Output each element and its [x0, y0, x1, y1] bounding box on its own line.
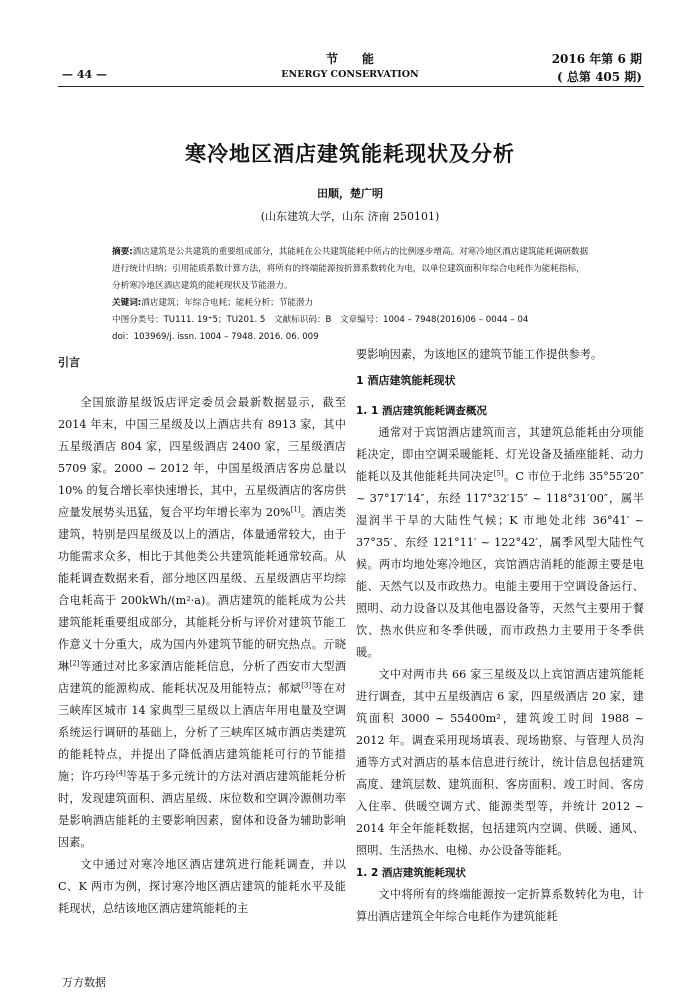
text-run: 。酒店类建筑，特别是四星级及以上的酒店，体量通常较大，由于功能需求众多，相比于其他类公共建筑能耗通常较高。从能耗调查数据来看，部分地区四星级、五星级酒店平均综合电耗高于 200kWh/(m²·a)。酒店建筑的能耗成为公共建筑能耗重要组成部分，其能耗分析与评价对建筑节能工作意义十分重大，成为国内外建筑节能的研究热点。亓晓琳 — [58, 506, 346, 673]
section-1-1-heading: 1. 1 酒店建筑能耗调查概况 — [356, 405, 487, 417]
left-column — [58, 352, 346, 920]
citation-1: [1] — [290, 505, 301, 514]
citation-5: [5] — [493, 469, 504, 478]
footer-watermark: 万方数据 — [62, 976, 106, 989]
page-number: — 44 — — [62, 68, 107, 81]
article-title: 寒冷地区酒店建筑能耗现状及分析 — [185, 141, 515, 166]
right-column — [356, 344, 644, 928]
text-run: 全国旅游星级饭店评定委员会最新数据显示，截至 2014 年末，中国三星级及以上酒店共有 8913 家，其中五星级酒店 804 家，四星级酒店 2400 家，三星级酒店 5709 家。2000 ~ 2012 年，中国星级酒店客房总量以 10% 的复合增长率快速增长，其中，五星级酒店的客房供应量发展势头迅猛，复合平均年增长率为 20% — [58, 396, 346, 519]
section-intro-heading: 引言 — [58, 356, 80, 369]
intro-paragraph-2: 文中通过对寒冷地区酒店建筑进行能耗调查，并以 C、K 两市为例，探讨寒冷地区酒店建筑的能耗水平及能耗现状，总结该地区酒店建筑能耗的主 — [58, 858, 346, 915]
keywords-text: 酒店建筑；年综合电耗；能耗分析；节能潜力 — [141, 298, 314, 308]
journal-name-cn: 节 能 — [325, 52, 374, 66]
text-run: 。C 市位于北纬 35°55′20″ ~ 37°17′14″，东经 117°32′15″ ~ 118°31′00″，属半湿润半干旱的大陆性气候；K 市地处北纬 36°41′ ~ 37°35′、东经 121°11′ ~ 122°42′，属季风型大陆性气候。两市均地处寒冷地区，宾馆酒店消耗的能源主要是电能、天然气以及市政热力。电能主要用于空调设备运行、照明、动力设备以及其他电器设备等，天然气主要用于餐饮、热水供应和冬季供暖，而市政热力主要用于冬季供暖。 — [356, 470, 644, 659]
keywords — [112, 295, 590, 312]
text-run: 等通过对比多家酒店能耗信息，分析了西安市大型酒店建筑的能源构成、能耗状况及用能特点；郝斌 — [58, 660, 346, 695]
article-affiliation: (山东建筑大学，山东 济南 250101) — [260, 210, 440, 223]
intro-paragraph-1 — [58, 392, 346, 854]
header-rule — [58, 86, 644, 87]
journal-name-en: ENERGY CONSERVATION — [281, 69, 419, 80]
doi-line: doi：103969/j. issn. 1004 – 7948. 2016. 06. 009 — [112, 332, 319, 342]
section-1-1-paragraph-1 — [356, 422, 644, 664]
abstract-text: 酒店建筑是公共建筑的重要组成部分，其能耗在公共建筑能耗中所占的比例逐步增高。对寒冷地区酒店建筑能耗调研数据进行统计归纳；引用能质系数计算方法，将所有的终端能源按折算系数转化为电，以单位建筑面积年综合电耗作为能耗指标，分析寒冷地区酒店建筑的能耗现状及节能潜力。 — [112, 247, 589, 291]
issue-label: 2016 年第 6 期 — [551, 52, 642, 66]
citation-4: [4] — [115, 769, 126, 778]
text-run: 等在对三峡库区城市 14 家典型三星级以上酒店年用电量及空调系统运行调研的基础上，分析了三峡库区城市酒店类建筑的能耗特点，并提出了降低酒店建筑能耗可行的节能措施；许巧玲 — [58, 682, 346, 783]
section-1-2-heading: 1. 2 酒店建筑能耗现状 — [356, 867, 466, 879]
section-1-2-paragraph-1: 文中将所有的终端能源按一定折算系数转化为电，计算出酒店建筑全年综合电耗作为建筑能耗 — [356, 888, 644, 923]
citation-3: [3] — [301, 681, 312, 690]
text-run: 等基于多元统计的方法对酒店建筑能耗分析时，发现建筑面积、酒店星级、床位数和空调冷源侧功率是影响酒店能耗的主要影响因素，窗体和设备为辅助影响因素。 — [58, 770, 346, 849]
abstract-label: 摘要: — [112, 247, 133, 257]
right-continuation: 要影响因素，为该地区的建筑节能工作提供参考。 — [356, 348, 603, 361]
text-run: 通常对于宾馆酒店建筑而言，其建筑总能耗由分项能耗决定，即由空调采暖能耗、灯光设备及插座能耗、动力能耗以及其他能耗共同决定 — [356, 426, 644, 483]
section-1-heading: 1 酒店建筑能耗现状 — [356, 374, 456, 387]
article-authors: 田顺，楚广明 — [317, 187, 383, 200]
abstract — [112, 244, 590, 295]
keywords-label: 关键词: — [112, 298, 142, 308]
citation-2: [2] — [69, 659, 80, 668]
section-1-1-paragraph-2: 文中对两市共 66 家三星级及以上宾馆酒店建筑能耗进行调查，其中五星级酒店 6 家，四星级酒店 20 家，建筑面积 3000 ~ 55400m²，建筑竣工时间 1988 ~ 2012 年。调查采用现场填表、现场勘察、与管理人员沟通等方式对酒店的基本信息进行统计，统计信息包括建筑高度、建筑层数、建筑面积、客房面积、竣工时间、客房入住率、供暖空调方式、能源类型等，并统计 2012 ~ 2014 年全年能耗数据，包括建筑内空调、供暖、通风、照明、生活热水、电梯、办公设备等能耗。 — [356, 668, 644, 857]
abstract-block — [112, 244, 590, 346]
total-issue-label: ( 总第 405 期) — [557, 70, 642, 84]
classification-line: 中图分类号：TU111. 19⁺5；TU201. 5 文献标识码：B 文章编号：1004 – 7948(2016)06 – 0044 – 04 — [112, 315, 529, 325]
